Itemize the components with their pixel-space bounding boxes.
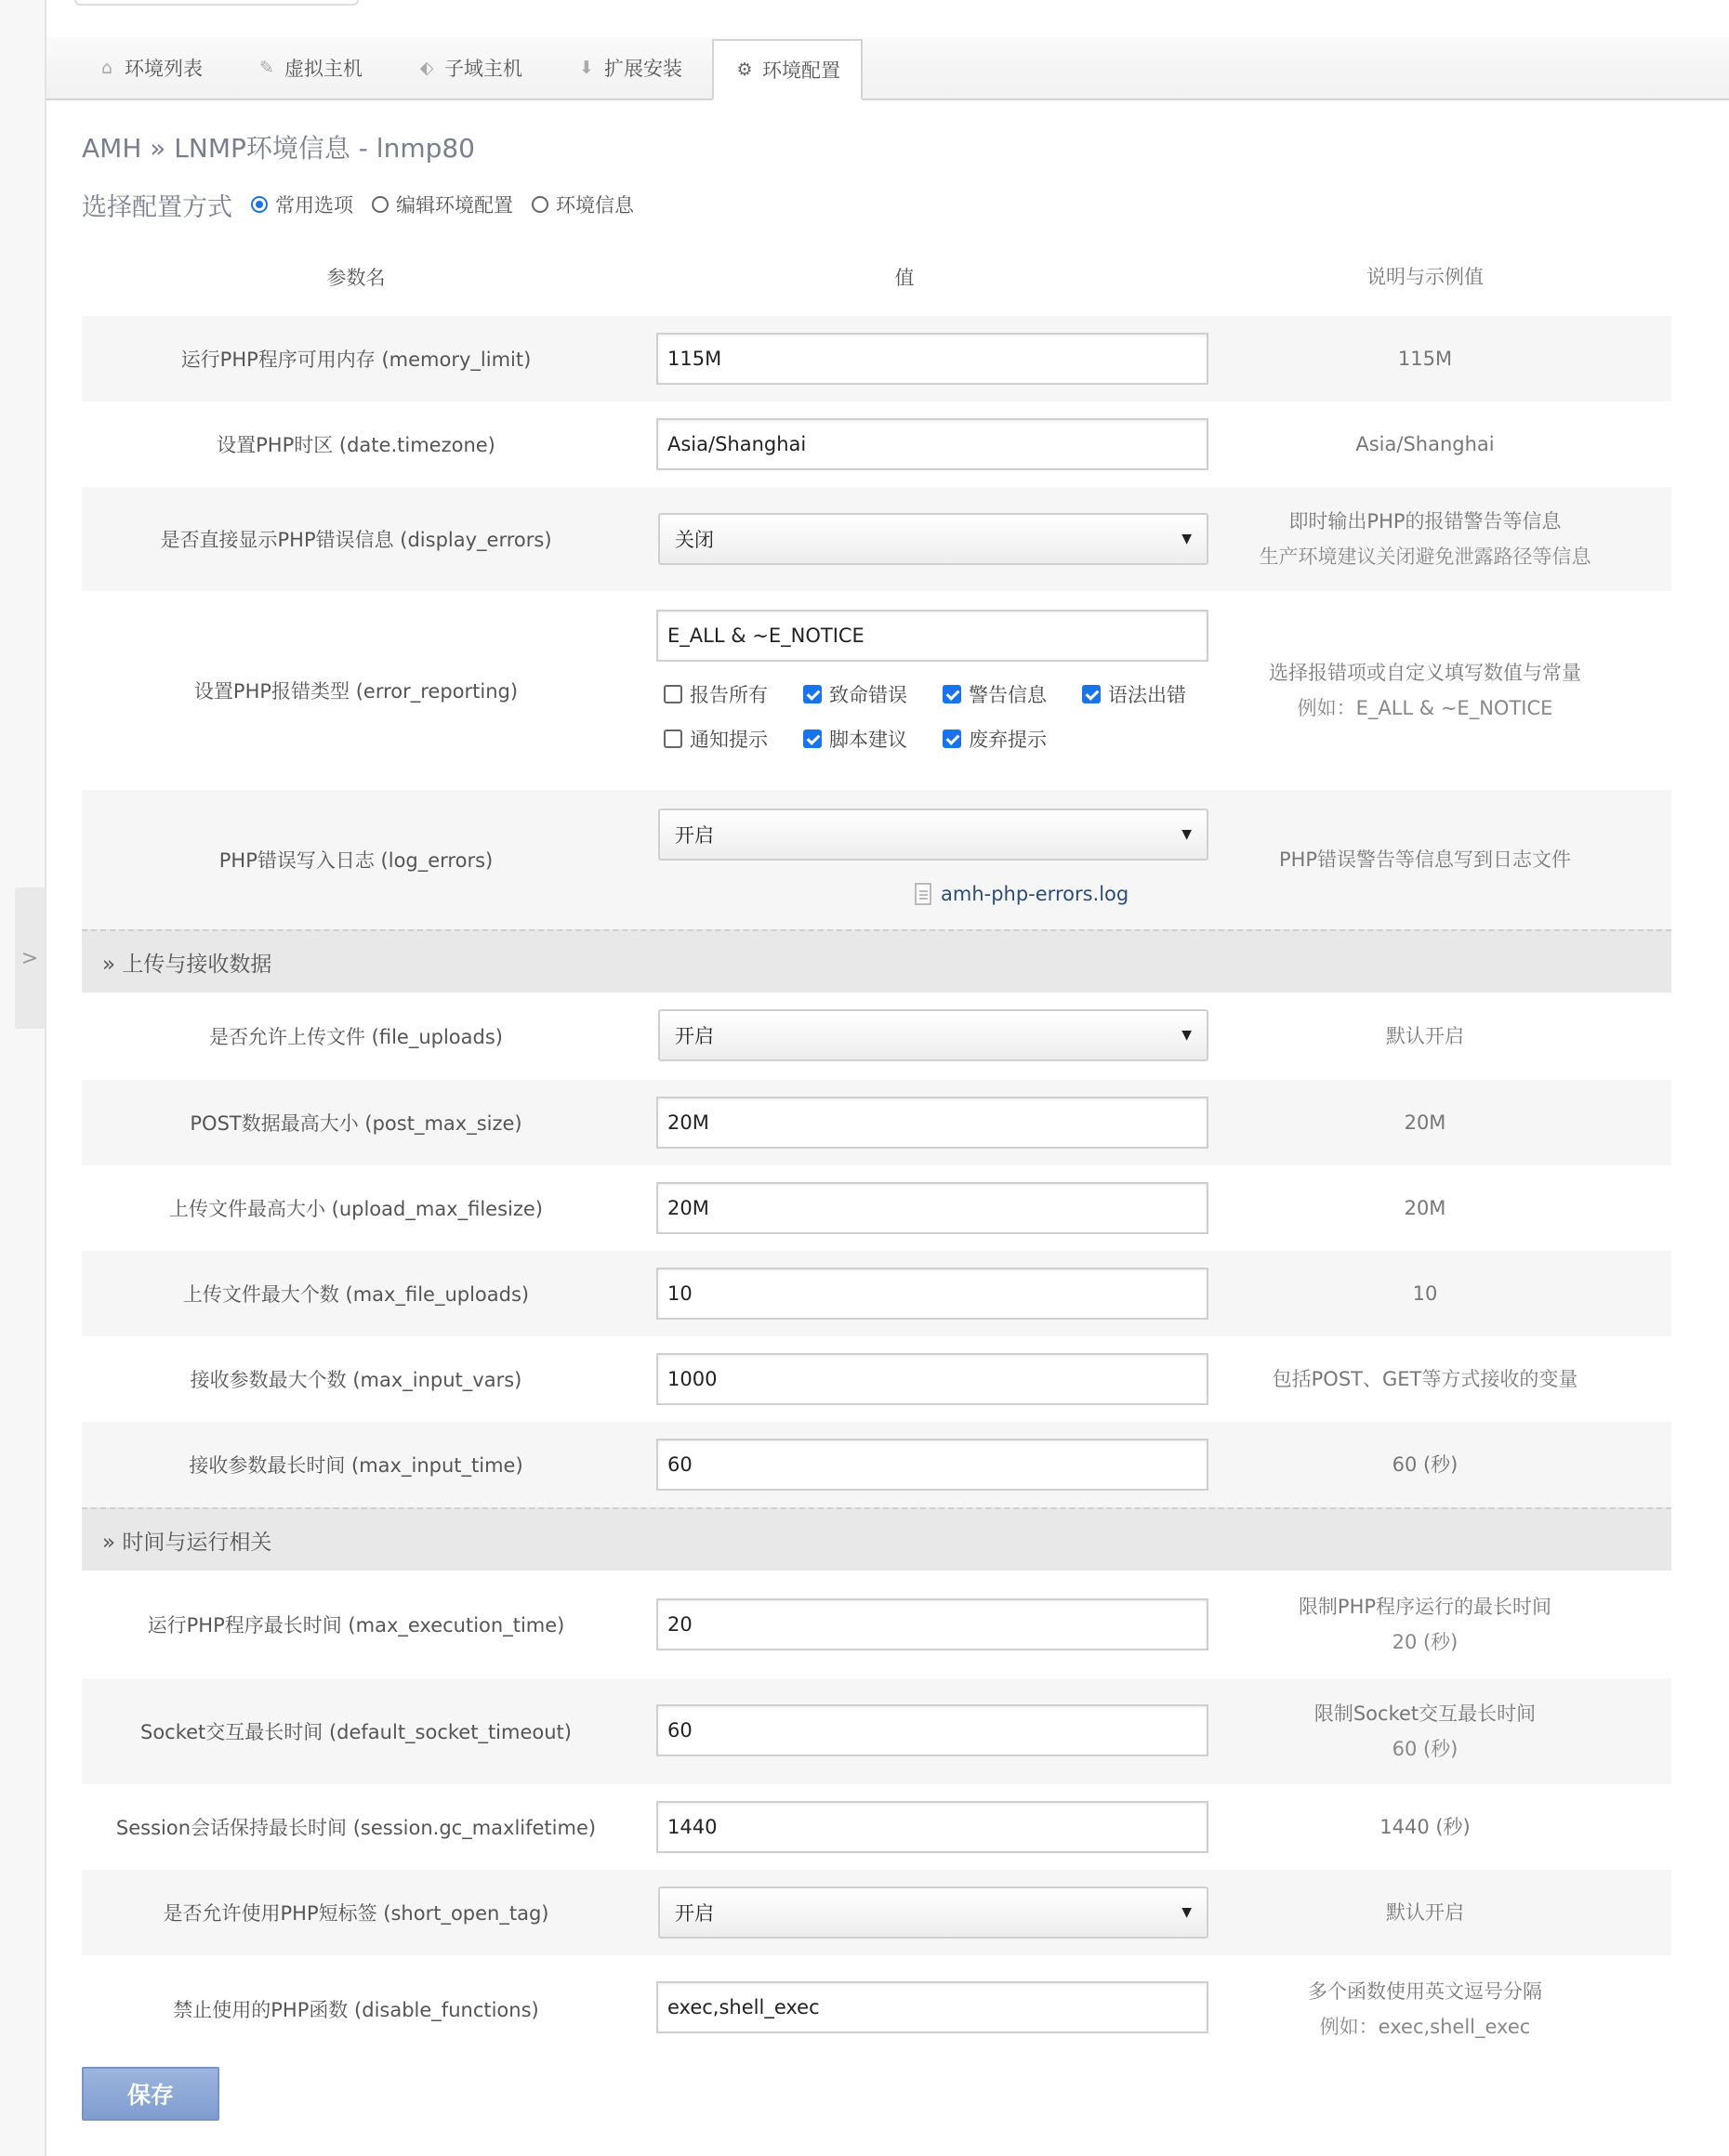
desc-cell [1179, 1336, 1671, 1422]
max-input-vars-input[interactable]: 1000 [656, 1353, 1208, 1405]
desc-cell [1179, 1571, 1671, 1678]
param-label: POST数据最高大小 (post_max_size) [190, 1112, 522, 1135]
checkbox[interactable] [943, 685, 961, 703]
desc-cell [1179, 993, 1671, 1080]
max-file-uploads-input[interactable]: 10 [656, 1268, 1208, 1320]
check-fatal-error[interactable] [803, 680, 907, 708]
select-value: 开启 [675, 824, 714, 847]
row-log-errors [82, 790, 1671, 929]
desc-cell [1179, 591, 1671, 790]
param-label: 是否允许上传文件 (file_uploads) [208, 1026, 503, 1048]
desc-text: 10 [1412, 1282, 1438, 1305]
max-input-time-input[interactable]: 60 [656, 1439, 1208, 1491]
tab-label: 扩展安装 [604, 58, 682, 80]
param-label: 运行PHP程序最长时间 (max_execution_time) [147, 1614, 565, 1637]
header-value: 值 [894, 267, 915, 289]
section-runtime: » 时间与运行相关 [82, 1507, 1671, 1571]
sidebar-toggle-button[interactable]: > [15, 887, 45, 1029]
param-label: 禁止使用的PHP函数 (disable_functions) [173, 1999, 539, 2021]
param-label: 是否直接显示PHP错误信息 (display_errors) [160, 529, 552, 551]
desc-text: PHP错误警告等信息写到日志文件 [1278, 848, 1572, 871]
table-header-row [82, 238, 1671, 316]
file-uploads-select[interactable] [658, 1009, 1208, 1061]
desc-text: 默认开启 [1386, 1901, 1464, 1924]
tab-virtual-host[interactable] [257, 37, 363, 99]
check-deprecated[interactable] [943, 725, 1047, 753]
desc-cell [1179, 1251, 1671, 1336]
download-arrow-icon: ⬇ [579, 58, 594, 78]
tab-extension-install[interactable] [576, 37, 682, 99]
param-label: 接收参数最大个数 (max_input_vars) [190, 1369, 522, 1391]
checkbox-label: 通知提示 [690, 729, 768, 751]
param-label: 设置PHP报错类型 (error_reporting) [193, 680, 519, 703]
check-report-all[interactable] [664, 680, 768, 708]
desc-text: 选择报错项或自定义填写数值与常量 [1269, 662, 1581, 684]
file-icon [915, 883, 931, 905]
radio-label: 环境信息 [556, 194, 634, 217]
mode-title: 选择配置方式 [82, 192, 232, 222]
tab-bar [46, 37, 1729, 100]
gear-icon: ⚙ [736, 59, 753, 80]
dropdown-arrow-icon: ▼ [1181, 1028, 1192, 1043]
desc-text: 20M [1404, 1111, 1446, 1134]
desc-text: 包括POST、GET等方式接收的变量 [1272, 1368, 1578, 1390]
radio-env-info[interactable] [532, 191, 634, 218]
radio-button[interactable] [532, 196, 548, 213]
row-short-open-tag [82, 1870, 1671, 1955]
dropdown-arrow-icon: ▼ [1181, 1905, 1192, 1920]
dropdown-arrow-icon: ▼ [1181, 827, 1192, 842]
row-max-input-time [82, 1422, 1671, 1507]
param-label: 设置PHP时区 (date.timezone) [217, 434, 495, 456]
radio-button[interactable] [372, 196, 389, 213]
left-gutter [0, 0, 46, 2156]
dropdown-arrow-icon: ▼ [1181, 532, 1192, 546]
upload-max-filesize-input[interactable]: 20M [656, 1182, 1208, 1234]
pencil-icon: ✎ [259, 58, 274, 78]
log-file-name: amh-php-errors.log [941, 883, 1129, 905]
desc-text-2: 20 (秒) [1392, 1631, 1458, 1653]
desc-text: 1440 (秒) [1379, 1816, 1471, 1838]
header-desc [1179, 238, 1671, 316]
row-error-reporting [82, 591, 1671, 790]
max-execution-time-input[interactable]: 20 [656, 1598, 1208, 1650]
param-label: Session会话保持最长时间 (session.gc_maxlifetime) [115, 1817, 597, 1839]
row-upload-max-filesize [82, 1165, 1671, 1251]
tab-env-config[interactable] [712, 39, 863, 100]
param-label: 上传文件最大个数 (max_file_uploads) [182, 1283, 530, 1306]
desc-text-2: 60 (秒) [1392, 1738, 1458, 1760]
desc-text: Asia/Shanghai [1355, 433, 1495, 455]
desc-cell [1179, 316, 1671, 401]
desc-text: 即时输出PHP的报错警告等信息 [1288, 510, 1562, 532]
checkbox[interactable] [664, 730, 682, 748]
param-label: 运行PHP程序可用内存 (memory_limit) [180, 348, 532, 371]
check-notice[interactable] [664, 725, 768, 753]
check-strict[interactable] [803, 725, 907, 753]
row-disable-functions [82, 1955, 1671, 2063]
row-max-file-uploads [82, 1251, 1671, 1336]
row-default-socket-timeout [82, 1678, 1671, 1784]
desc-cell [1179, 1422, 1671, 1507]
desc-text-2: 例如：exec,shell_exec [1319, 2016, 1531, 2038]
checkbox[interactable] [664, 685, 682, 703]
save-button[interactable]: 保存 [82, 2067, 219, 2121]
desc-cell [1179, 487, 1671, 591]
param-label: 是否允许使用PHP短标签 (short_open_tag) [163, 1902, 549, 1925]
check-syntax-error[interactable] [1082, 680, 1186, 708]
checkbox-label: 致命错误 [829, 684, 907, 706]
tab-env-list[interactable] [97, 37, 203, 99]
checkbox-label: 脚本建议 [829, 729, 907, 751]
param-label: PHP错误写入日志 (log_errors) [218, 849, 494, 872]
default-socket-timeout-input[interactable]: 60 [656, 1704, 1208, 1756]
param-label: 上传文件最高大小 (upload_max_filesize) [168, 1198, 544, 1220]
desc-text: 多个函数使用英文逗号分隔 [1308, 1980, 1542, 2003]
select-value: 关闭 [675, 529, 714, 551]
short-open-tag-select[interactable] [658, 1886, 1208, 1939]
desc-text: 20M [1404, 1197, 1446, 1219]
checkbox[interactable] [803, 730, 822, 748]
header-param: 参数名 [326, 267, 386, 289]
desc-cell [1179, 1870, 1671, 1955]
checkbox-label: 语法出错 [1108, 684, 1186, 706]
error-reporting-input[interactable]: E_ALL & ~E_NOTICE [656, 610, 1208, 662]
checkbox-label: 警告信息 [969, 684, 1047, 706]
param-label: Socket交互最长时间 (default_socket_timeout) [140, 1721, 572, 1743]
tab-label: 环境列表 [125, 58, 203, 80]
row-gc-maxlifetime [82, 1784, 1671, 1870]
desc-text: 115M [1397, 348, 1453, 370]
row-file-uploads [82, 993, 1671, 1080]
desc-text: 限制PHP程序运行的最长时间 [1298, 1596, 1552, 1618]
config-mode-selector [82, 186, 653, 223]
timezone-input[interactable]: Asia/Shanghai [656, 418, 1208, 470]
radio-edit-config[interactable] [372, 191, 513, 218]
select-value: 开启 [675, 1902, 714, 1925]
top-search-box[interactable] [74, 0, 359, 6]
radio-common-options[interactable] [251, 191, 353, 218]
radio-label: 常用选项 [275, 194, 353, 217]
tab-label: 虚拟主机 [284, 58, 363, 80]
checkbox-label: 废弃提示 [969, 729, 1047, 751]
radio-label: 编辑环境配置 [396, 194, 513, 217]
desc-cell [1179, 1165, 1671, 1251]
radio-button[interactable] [251, 196, 268, 213]
desc-text-2: 例如：E_ALL & ~E_NOTICE [1297, 697, 1553, 719]
row-max-input-vars [82, 1336, 1671, 1422]
checkbox[interactable] [943, 730, 961, 748]
desc-text: 60 (秒) [1392, 1453, 1458, 1476]
log-errors-select[interactable] [658, 808, 1208, 861]
section-upload: » 上传与接收数据 [82, 929, 1671, 993]
error-log-link[interactable] [915, 883, 1128, 905]
checkbox[interactable] [1082, 685, 1101, 703]
desc-cell [1179, 1955, 1671, 2063]
tab-label: 子域主机 [444, 58, 522, 80]
desc-text-2: 生产环境建议关闭避免泄露路径等信息 [1259, 546, 1591, 568]
tab-label: 环境配置 [762, 59, 840, 82]
desc-cell [1179, 1678, 1671, 1784]
param-label: 接收参数最长时间 (max_input_time) [189, 1454, 523, 1477]
check-warning[interactable] [943, 680, 1047, 708]
gc-maxlifetime-input[interactable]: 1440 [656, 1801, 1208, 1853]
select-value: 开启 [675, 1025, 714, 1047]
desc-cell [1179, 790, 1671, 929]
checkbox[interactable] [803, 685, 822, 703]
post-max-size-input[interactable]: 20M [656, 1097, 1208, 1149]
row-max-execution-time [82, 1571, 1671, 1678]
desc-text: 默认开启 [1386, 1025, 1464, 1047]
home-icon: ⌂ [100, 58, 113, 78]
desc-text: 限制Socket交互最长时间 [1313, 1702, 1537, 1725]
desc-cell [1179, 401, 1671, 487]
breadcrumb: AMH » LNMP环境信息 - lnmp80 [82, 133, 475, 164]
tab-subdomain-host[interactable] [416, 37, 522, 99]
desc-cell [1179, 1080, 1671, 1165]
row-display-errors [82, 487, 1671, 591]
tag-icon: ⬖ [419, 58, 434, 78]
desc-cell [1179, 1784, 1671, 1870]
disable-functions-input[interactable]: exec,shell_exec [656, 1981, 1208, 2033]
row-memory-limit [82, 316, 1671, 401]
row-timezone [82, 401, 1671, 487]
checkbox-label: 报告所有 [690, 684, 768, 706]
header-desc-text: 说明与示例值 [1366, 266, 1484, 288]
memory-limit-input[interactable]: 115M [656, 333, 1208, 385]
row-post-max-size [82, 1080, 1671, 1165]
display-errors-select[interactable] [658, 513, 1208, 565]
